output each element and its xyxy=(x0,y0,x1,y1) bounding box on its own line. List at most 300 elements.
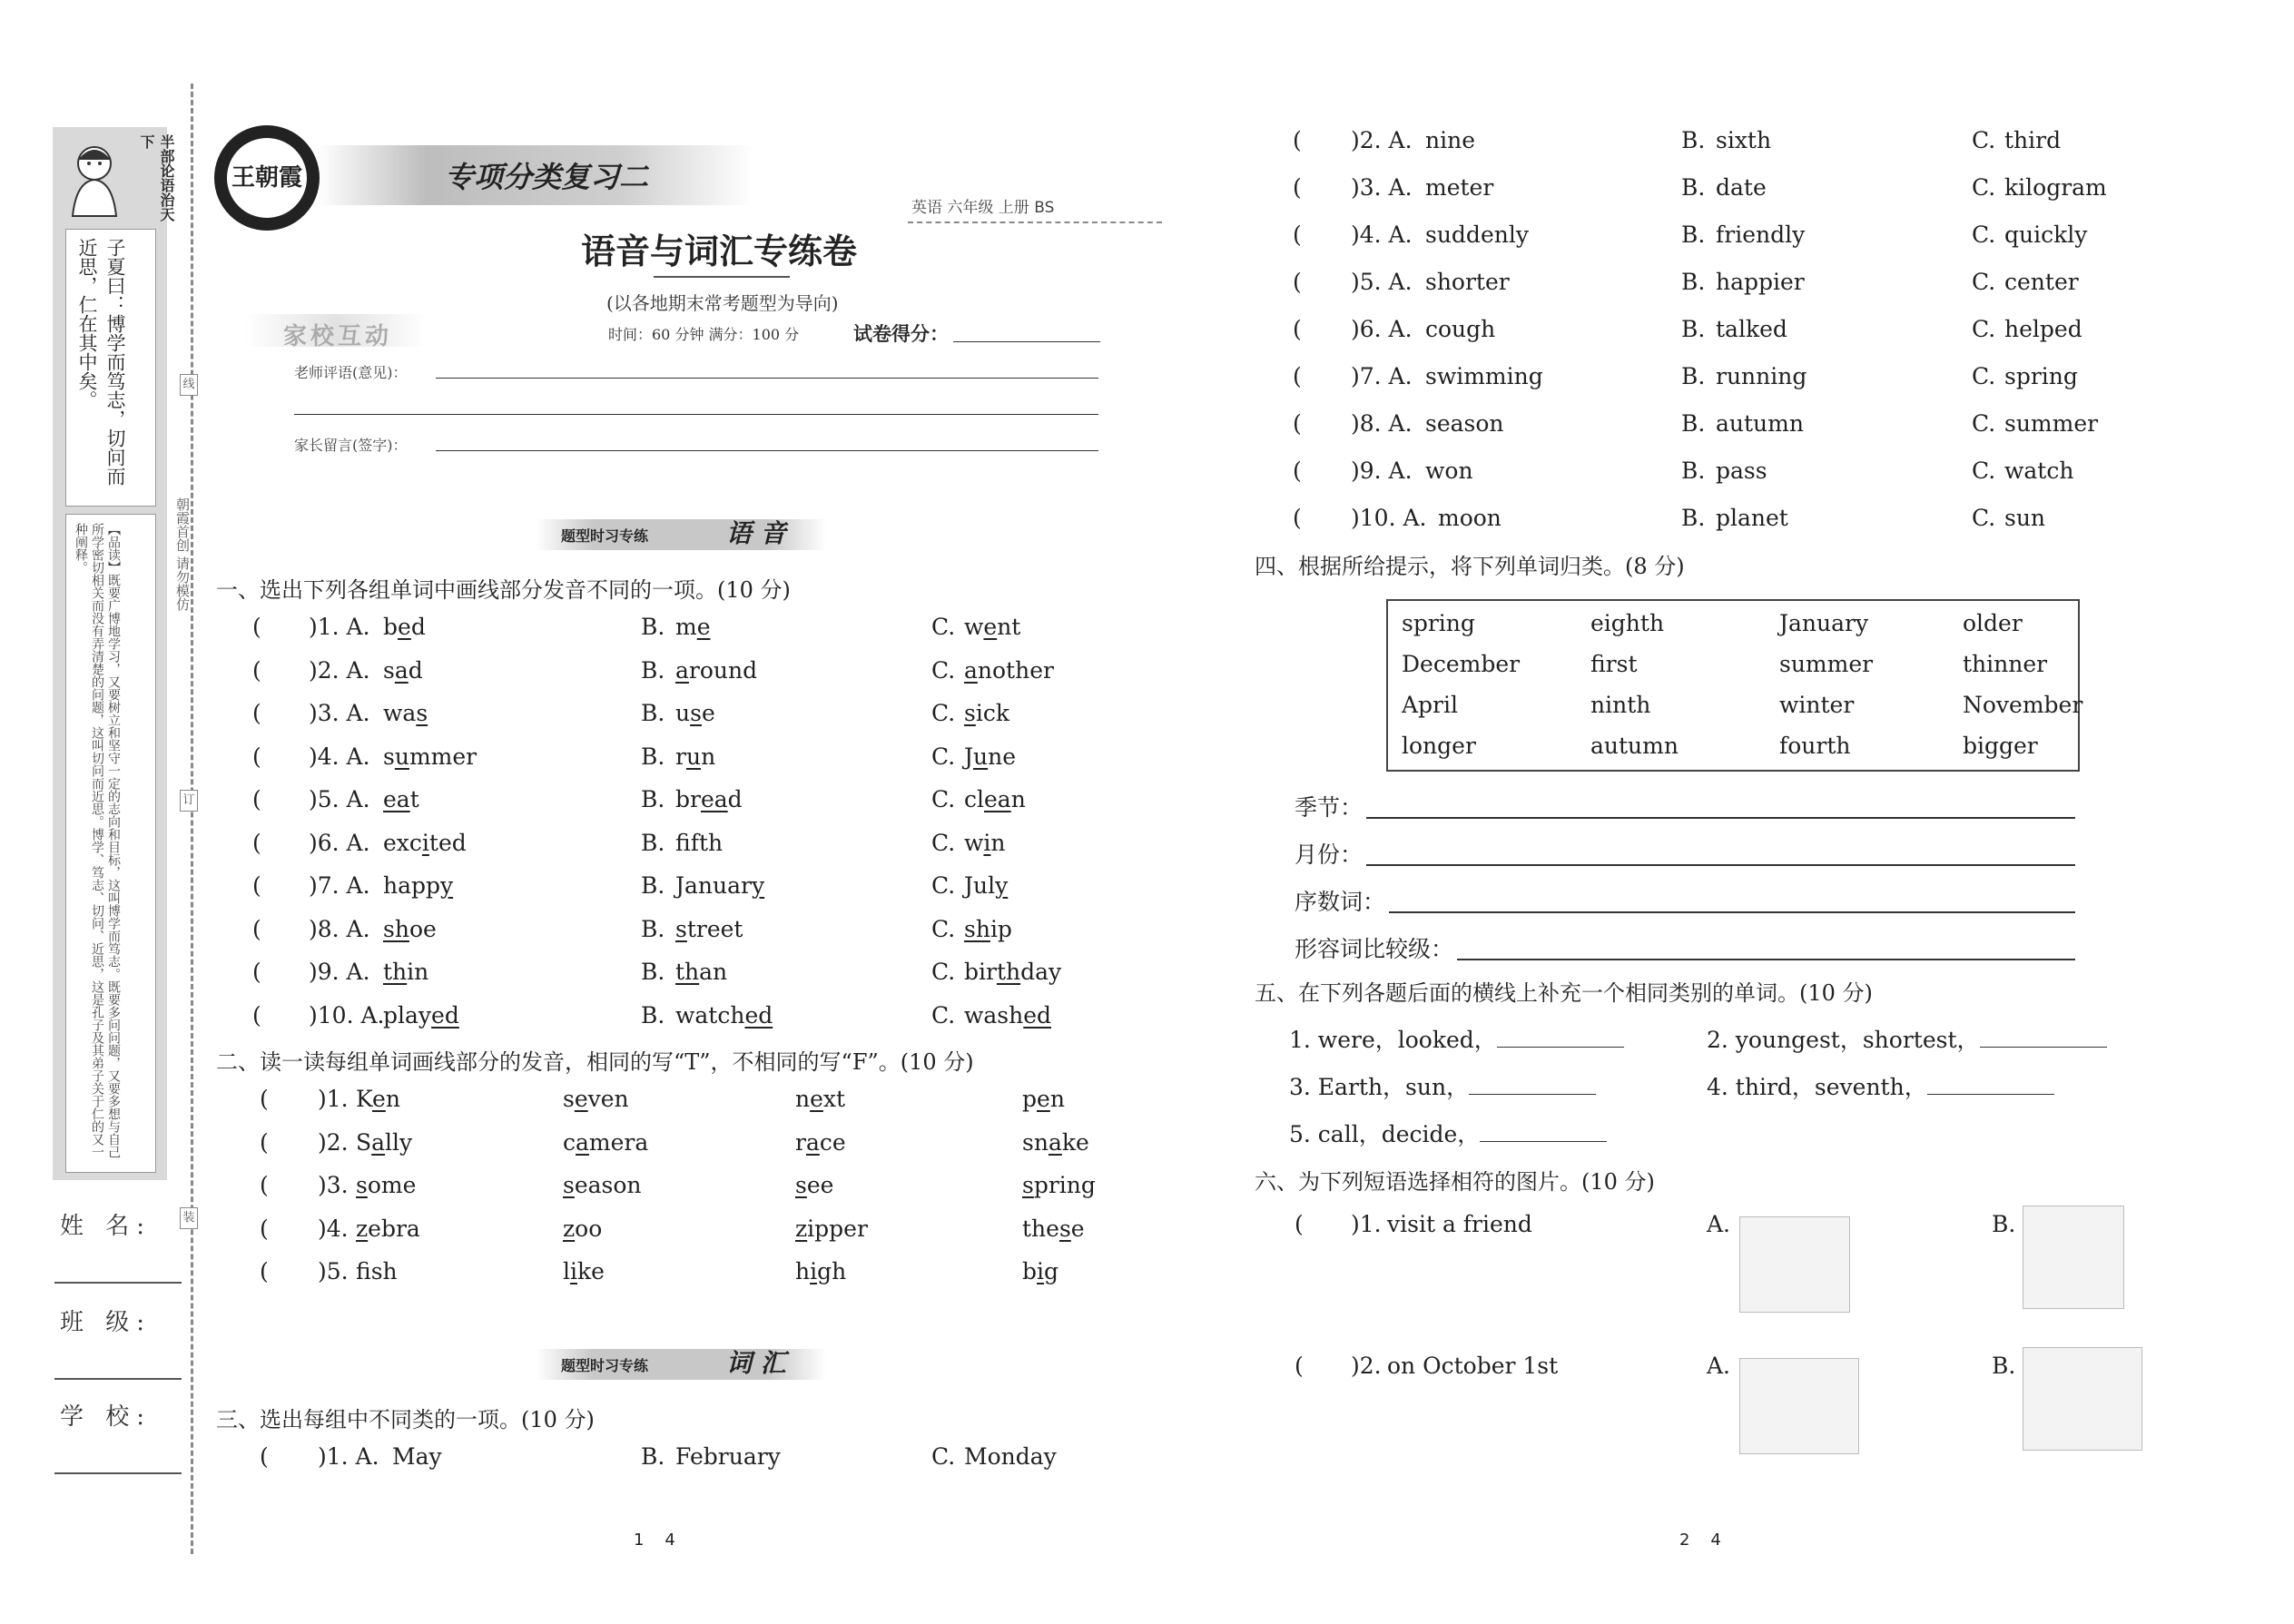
option-c-label: C. xyxy=(1972,316,1996,342)
underlined-letters: e xyxy=(574,1086,588,1112)
answer-paren[interactable]: ( xyxy=(1295,1353,1304,1379)
category-label: 序数词： xyxy=(1295,889,1386,915)
option-a: meter xyxy=(1425,174,1494,201)
question-number: )3. xyxy=(318,1172,349,1198)
category-answer-field[interactable] xyxy=(1457,959,2075,960)
option-b: than xyxy=(675,959,728,985)
underlined-letters: e xyxy=(810,1086,823,1112)
word-3: next xyxy=(795,1086,846,1112)
answer-blank[interactable] xyxy=(1469,1094,1596,1095)
option-a: cough xyxy=(1425,316,1496,342)
underlined-letters: e xyxy=(983,614,998,640)
option-b: ffth xyxy=(675,829,724,856)
option-a: played xyxy=(383,1001,459,1029)
option-c-label: C. xyxy=(1972,363,1996,389)
doorway-picture[interactable] xyxy=(2023,1206,2124,1309)
underlined-letters: e xyxy=(1037,1086,1050,1112)
fill-in-item: 2. youngest，shortest， xyxy=(1707,1022,2107,1055)
option-b: date xyxy=(1716,174,1767,201)
option-c-label: C. xyxy=(931,743,956,770)
underlined-letters: sh xyxy=(964,915,990,942)
option-a: sad xyxy=(383,656,423,684)
underlined-letters: i xyxy=(983,829,991,856)
option-b-label: B. xyxy=(641,700,665,726)
answer-paren[interactable]: ( xyxy=(252,1001,261,1029)
word-2: like xyxy=(563,1258,605,1284)
underlined-letters: e xyxy=(372,1086,386,1112)
underlined-letters: th xyxy=(383,959,408,985)
sage-icon xyxy=(58,136,131,218)
fill-in-item: 1. were，looked， xyxy=(1289,1022,1624,1055)
picture-b-label: B. xyxy=(1992,1353,2016,1379)
answer-paren[interactable]: ( xyxy=(260,1443,269,1470)
underlined-letters: ed xyxy=(1023,1001,1052,1029)
underlined-letters: i xyxy=(810,1258,818,1284)
underlined-letters: ea xyxy=(700,786,728,812)
underlined-letters: z xyxy=(563,1215,576,1242)
option-b-label: B. xyxy=(641,614,665,640)
option-c: watch xyxy=(2004,458,2074,484)
answer-paren[interactable]: ( xyxy=(1293,316,1302,342)
question-number: )1. xyxy=(1351,1211,1382,1237)
category-label: 月份： xyxy=(1295,842,1364,868)
word-bank-item: autumn xyxy=(1590,733,1679,759)
school-label: 学 校: xyxy=(60,1403,153,1431)
title-underline xyxy=(654,276,790,278)
option-b: friendly xyxy=(1716,221,1806,248)
option-a: thin xyxy=(383,959,429,985)
question-number: )2. A. xyxy=(1351,127,1413,153)
underlined-letters: ed xyxy=(744,1001,773,1029)
underlined-letters: s xyxy=(563,1172,575,1198)
question-number: )10. A. xyxy=(309,1001,385,1029)
option-b: February xyxy=(675,1443,781,1470)
category-answer-field[interactable] xyxy=(1366,864,2075,866)
option-b-label: B. xyxy=(1681,127,1706,153)
option-b-label: B. xyxy=(1681,221,1706,248)
option-b-label: B. xyxy=(1681,316,1706,342)
question-number: )7. A. xyxy=(309,872,370,899)
word-bank-item: ninth xyxy=(1590,692,1651,718)
underlined-letters: a xyxy=(805,1128,820,1156)
underlined-letters: z xyxy=(795,1215,808,1242)
cut-mark-bottom: 装 xyxy=(180,1207,198,1229)
option-b: me xyxy=(675,614,711,640)
option-b-label: B. xyxy=(1681,505,1706,531)
word-3: zipper xyxy=(795,1215,868,1242)
option-c-label: C. xyxy=(931,786,956,812)
option-b-label: B. xyxy=(641,829,665,856)
question-number: )2. xyxy=(318,1128,349,1156)
section1-heading: 一、选出下列各组单词中画线部分发音不同的一项。(10 分) xyxy=(216,577,791,603)
option-b: bread xyxy=(675,786,743,812)
page-number-right: 2 4 xyxy=(1679,1530,1721,1550)
option-c-label: C. xyxy=(1972,269,1996,295)
phrase: on October 1st xyxy=(1387,1353,1559,1379)
option-b-label: B. xyxy=(641,915,665,942)
answer-paren[interactable]: ( xyxy=(252,656,261,684)
option-c-label: C. xyxy=(931,614,956,640)
question-number: )5. A. xyxy=(1351,269,1413,295)
word-4: pen xyxy=(1022,1086,1065,1112)
word-4: big xyxy=(1022,1258,1059,1284)
question-number: )6. A. xyxy=(1351,316,1413,342)
page-number-left: 1 4 xyxy=(634,1530,675,1550)
school-field[interactable] xyxy=(54,1472,182,1474)
option-c-label: C. xyxy=(1972,458,1996,484)
underlined-letters: i xyxy=(1037,1258,1045,1284)
word-1: zebra xyxy=(356,1215,420,1242)
class-label: 班 级: xyxy=(60,1309,153,1336)
option-a: nine xyxy=(1425,127,1475,153)
underlined-letters: a xyxy=(576,1128,589,1156)
phonetics-banner-title: 语 音 xyxy=(726,518,786,548)
option-b: pass xyxy=(1716,458,1767,484)
word-2: zoo xyxy=(563,1215,603,1242)
answer-paren[interactable]: ( xyxy=(1295,1211,1304,1237)
option-a: moon xyxy=(1438,505,1501,531)
answer-blank[interactable] xyxy=(1980,1047,2107,1048)
option-c-label: C. xyxy=(931,915,956,942)
option-c: another xyxy=(964,656,1054,684)
fill-in-item: 5. call，decide， xyxy=(1289,1117,1607,1149)
underlined-letters: a xyxy=(675,656,689,684)
answer-paren[interactable]: ( xyxy=(260,1258,269,1284)
answer-paren[interactable]: ( xyxy=(260,1128,269,1156)
option-c: sun xyxy=(2004,505,2046,531)
option-c: July xyxy=(964,872,1009,899)
option-c: spring xyxy=(2004,363,2078,389)
question-number: )9. A. xyxy=(309,959,370,985)
answer-blank[interactable] xyxy=(1497,1047,1624,1048)
option-b-label: B. xyxy=(641,872,665,899)
option-b-label: B. xyxy=(1681,174,1706,201)
word-bank-item: spring xyxy=(1402,610,1475,636)
question-number: )9. A. xyxy=(1351,458,1413,484)
underlined-letters: th xyxy=(996,959,1021,985)
word-2: season xyxy=(563,1172,642,1198)
option-a: shorter xyxy=(1425,269,1510,295)
time-info: 时间：60 分钟 满分：100 分 xyxy=(608,326,800,343)
question-number: )5. xyxy=(318,1258,349,1284)
word-3: see xyxy=(795,1172,834,1198)
underlined-letters: s xyxy=(690,700,702,726)
option-c-label: C. xyxy=(931,829,956,856)
word-1: Sally xyxy=(356,1128,413,1156)
option-b: running xyxy=(1716,363,1807,389)
option-c-label: C. xyxy=(931,872,956,899)
question-number: )3. A. xyxy=(309,700,370,726)
cut-line xyxy=(191,84,193,1554)
underlined-letters: s xyxy=(356,1172,368,1198)
underlined-letters: u xyxy=(685,743,702,770)
option-b-label: B. xyxy=(641,786,665,812)
option-c: sick xyxy=(964,700,1009,726)
option-c: washed xyxy=(964,1001,1052,1029)
score-field[interactable] xyxy=(953,341,1100,342)
question-number: )10. A. xyxy=(1351,505,1427,531)
answer-blank[interactable] xyxy=(1927,1094,2054,1095)
word-4: spring xyxy=(1022,1172,1096,1198)
option-b: happier xyxy=(1716,269,1805,295)
underlined-letters: y xyxy=(440,872,454,899)
question-number: )3. A. xyxy=(1351,174,1413,201)
word-4: these xyxy=(1022,1215,1085,1242)
option-a: bed xyxy=(383,614,426,640)
word-4: snake xyxy=(1022,1128,1089,1156)
option-c: win xyxy=(964,829,1006,856)
option-b-label: B. xyxy=(641,1443,665,1470)
question-number: )1. A. xyxy=(318,1443,379,1470)
answer-paren[interactable]: ( xyxy=(260,1215,269,1242)
question-number: )8. A. xyxy=(1351,410,1413,437)
word-bank-item: fourth xyxy=(1779,733,1851,759)
underlined-letters: ea xyxy=(383,786,410,812)
parent-comment-label: 家长留言(签字)： xyxy=(294,437,408,454)
answer-paren[interactable]: ( xyxy=(252,829,261,856)
answer-paren[interactable]: ( xyxy=(260,1172,269,1198)
answer-paren[interactable]: ( xyxy=(252,786,261,812)
underlined-letters: e xyxy=(398,614,411,640)
option-b: January xyxy=(675,872,765,899)
word-2: camera xyxy=(563,1128,649,1156)
vocabulary-banner-tag: 题型时习专练 xyxy=(561,1357,649,1374)
underlined-letters: s xyxy=(1022,1172,1034,1198)
word-bank-item: December xyxy=(1402,651,1521,677)
word-bank-item: thinner xyxy=(1963,651,2048,677)
word-bank-item: eighth xyxy=(1590,610,1665,636)
option-b: street xyxy=(675,915,743,942)
option-c: went xyxy=(964,614,1021,640)
underlined-letters: ed xyxy=(431,1001,459,1029)
section5-heading: 五、在下列各题后面的横线上补充一个相同类别的单词。(10 分) xyxy=(1255,980,1873,1006)
underlined-letters: e xyxy=(696,614,711,640)
option-a: suddenly xyxy=(1425,221,1529,248)
underlined-letters: s xyxy=(675,915,687,942)
fill-in-item: 3. Earth，sun， xyxy=(1289,1069,1596,1102)
word-3: high xyxy=(795,1258,847,1284)
word-bank-item: older xyxy=(1963,610,2023,636)
teacher-comment-field[interactable] xyxy=(436,378,1098,379)
option-c-label: C. xyxy=(1972,127,1996,153)
answer-paren[interactable]: ( xyxy=(260,1086,269,1112)
option-a: May xyxy=(392,1443,442,1470)
option-b: sixth xyxy=(1716,127,1772,153)
word-3: race xyxy=(795,1128,846,1156)
section6-heading: 六、为下列短语选择相符的图片。(10 分) xyxy=(1255,1169,1655,1195)
section3-heading: 三、选出每组中不同类的一项。(10 分) xyxy=(216,1407,595,1432)
word-bank-item: January xyxy=(1779,610,1869,636)
question-number: )1. A. xyxy=(309,614,370,640)
category-answer-field[interactable] xyxy=(1366,817,2075,819)
friends-picture[interactable] xyxy=(1739,1216,1850,1313)
phrase: visit a friend xyxy=(1387,1211,1532,1237)
answer-paren[interactable]: ( xyxy=(1293,221,1302,248)
category-answer-field[interactable] xyxy=(1389,911,2075,913)
cut-mark-top: 线 xyxy=(180,374,198,396)
option-b-label: B. xyxy=(1681,410,1706,437)
phonetics-banner-tag: 题型时习专练 xyxy=(561,527,649,545)
option-c: kilogram xyxy=(2004,174,2107,201)
option-a: shoe xyxy=(383,915,437,942)
answer-blank[interactable] xyxy=(1480,1141,1607,1142)
option-b-label: B. xyxy=(1681,458,1706,484)
crowd-picture[interactable] xyxy=(1739,1358,1859,1454)
answer-paren[interactable]: ( xyxy=(1293,127,1302,153)
interact-label: 家校互动 xyxy=(283,323,393,350)
underlined-letters: ea xyxy=(984,786,1011,812)
option-b: autumn xyxy=(1716,410,1804,437)
underlined-letters: y xyxy=(751,872,765,899)
score-label: 试卷得分： xyxy=(853,322,949,345)
answer-paren[interactable]: ( xyxy=(1293,505,1302,531)
section4-heading: 四、根据所给提示，将下列单词归类。(8 分) xyxy=(1255,554,1685,579)
name-label: 姓 名: xyxy=(60,1213,153,1240)
question-number: )4. A. xyxy=(1351,221,1413,248)
teacher-comment-field-2[interactable] xyxy=(294,414,1098,415)
picture-a-label: A. xyxy=(1707,1353,1731,1379)
option-b-label: B. xyxy=(641,743,665,770)
underlined-letters: a xyxy=(1048,1128,1062,1156)
word-bank-item: first xyxy=(1590,651,1638,677)
teacher-comment-label: 老师评语(意见)： xyxy=(294,364,408,381)
main-title: 语音与词汇专练卷 xyxy=(581,231,858,271)
option-b: run xyxy=(675,743,716,770)
answer-paren[interactable]: ( xyxy=(1293,174,1302,201)
subtitle: (以各地期末常考题型为导向) xyxy=(606,292,839,314)
answer-paren[interactable]: ( xyxy=(252,872,261,899)
option-c: clean xyxy=(964,786,1026,812)
underlined-letters: u xyxy=(394,743,409,770)
course-tags: 英语 六年级 上册 BS xyxy=(911,199,1055,217)
question-number: )2. A. xyxy=(309,656,370,684)
underlined-letters: u xyxy=(973,743,989,770)
question-number: )5. A. xyxy=(309,786,370,812)
parent-comment-field[interactable] xyxy=(436,450,1098,451)
option-a: season xyxy=(1425,410,1504,437)
option-b-label: B. xyxy=(641,959,665,985)
option-c-label: C. xyxy=(1972,505,1996,531)
vocabulary-banner-title: 词 汇 xyxy=(726,1348,786,1378)
picture-a-label: A. xyxy=(1707,1211,1731,1237)
series-title: 专项分类复习二 xyxy=(445,160,649,194)
option-c: June xyxy=(964,743,1017,770)
answer-paren[interactable]: ( xyxy=(252,700,261,726)
option-b: watched xyxy=(675,1001,773,1029)
option-b: talked xyxy=(1716,316,1787,342)
underlined-letters: a xyxy=(371,1128,386,1156)
option-a: eat xyxy=(383,786,419,812)
question-number: )6. A. xyxy=(309,829,370,856)
option-c: Monday xyxy=(964,1443,1057,1470)
word-2: seven xyxy=(563,1086,629,1112)
logo-text: 王朝霞 xyxy=(227,138,307,218)
name-field[interactable] xyxy=(54,1282,182,1284)
category-label: 形容词比较级： xyxy=(1295,936,1454,962)
underlined-letters: s xyxy=(416,700,428,726)
picture-b-label: B. xyxy=(1992,1211,2016,1237)
option-b: planet xyxy=(1716,505,1788,531)
option-b-label: B. xyxy=(1681,363,1706,389)
word-bank-item: November xyxy=(1963,692,2083,718)
answer-paren[interactable]: ( xyxy=(252,959,261,985)
option-a: summer xyxy=(383,743,478,770)
comment-text: 【品读】既要广博地学习，又要树立和坚守一定的志向和目标，这叫博学而笃志。既要多问问题，又要多想与自己所学密切相关而没有弄清楚的问题，这叫切问而近思。博学、笃志、切问、近思，这是孔子及其弟子关于仁的又一种阐释。 xyxy=(74,523,121,1158)
question-number: )4. A. xyxy=(309,743,370,770)
option-a: happy xyxy=(383,872,454,899)
underlined-letters: s xyxy=(1058,1215,1071,1242)
option-b: around xyxy=(675,656,758,684)
option-b-label: B. xyxy=(1681,269,1706,295)
answer-paren[interactable]: ( xyxy=(1293,269,1302,295)
option-c: ship xyxy=(964,915,1012,942)
section2-heading: 二、读一读每组单词画线部分的发音，相同的写“T”，不相同的写“F”。(10 分) xyxy=(216,1049,974,1075)
sage-title: 半部论语治天下 xyxy=(138,134,175,221)
underlined-letters: a xyxy=(394,656,409,684)
option-c: third xyxy=(2004,127,2062,153)
option-b-label: B. xyxy=(641,656,665,684)
option-c-label: C. xyxy=(931,959,956,985)
question-number: )2. xyxy=(1351,1353,1382,1379)
answer-paren[interactable]: ( xyxy=(1293,363,1302,389)
option-c: summer xyxy=(2004,410,2099,437)
underlined-letters: th xyxy=(675,959,700,985)
option-c-label: C. xyxy=(931,1443,956,1470)
fill-in-item: 4. third，seventh， xyxy=(1707,1069,2054,1102)
option-a: was xyxy=(383,700,428,726)
option-c-label: C. xyxy=(1972,410,1996,437)
option-c-label: C. xyxy=(931,700,956,726)
answer-paren[interactable]: ( xyxy=(1293,410,1302,437)
underlined-letters: y xyxy=(995,872,1009,899)
word-bank-item: summer xyxy=(1779,651,1874,677)
option-c: center xyxy=(2004,269,2079,295)
word-1: some xyxy=(356,1172,417,1198)
option-c-label: C. xyxy=(1972,221,1996,248)
celebration-picture[interactable] xyxy=(2023,1347,2142,1451)
side-note: 朝霞首创 请勿模仿 xyxy=(174,497,191,611)
underlined-letters: sh xyxy=(383,915,409,942)
question-number: )7. A. xyxy=(1351,363,1413,389)
option-a: swimming xyxy=(1425,363,1543,389)
question-number: )4. xyxy=(318,1215,349,1242)
option-b: use xyxy=(675,700,715,726)
option-c-label: C. xyxy=(1972,174,1996,201)
option-a: won xyxy=(1425,458,1473,484)
option-b-label: B. xyxy=(641,1001,665,1029)
option-a: excited xyxy=(383,829,467,856)
answer-paren[interactable]: ( xyxy=(252,915,261,942)
quote-text: 子夏曰：博学而笃志，切问而近思，仁在其中矣。 xyxy=(76,238,126,486)
option-c: birthday xyxy=(964,959,1062,985)
word-bank-item: bigger xyxy=(1963,733,2038,759)
answer-paren[interactable]: ( xyxy=(252,614,261,640)
class-field[interactable] xyxy=(54,1378,182,1380)
word-bank-item: longer xyxy=(1402,733,1476,759)
word-1: Ken xyxy=(356,1086,400,1112)
underlined-letters: z xyxy=(356,1215,369,1242)
underlined-letters: s xyxy=(964,700,976,726)
underlined-letters: s xyxy=(795,1172,807,1198)
word-bank-item: winter xyxy=(1779,692,1855,718)
question-number: )1. xyxy=(318,1086,349,1112)
category-label: 季节： xyxy=(1295,794,1364,821)
word-bank-item: April xyxy=(1402,692,1458,718)
underlined-letters: i xyxy=(421,829,429,856)
answer-paren[interactable]: ( xyxy=(252,743,261,770)
option-c-label: C. xyxy=(931,1001,956,1029)
answer-paren[interactable]: ( xyxy=(1293,458,1302,484)
